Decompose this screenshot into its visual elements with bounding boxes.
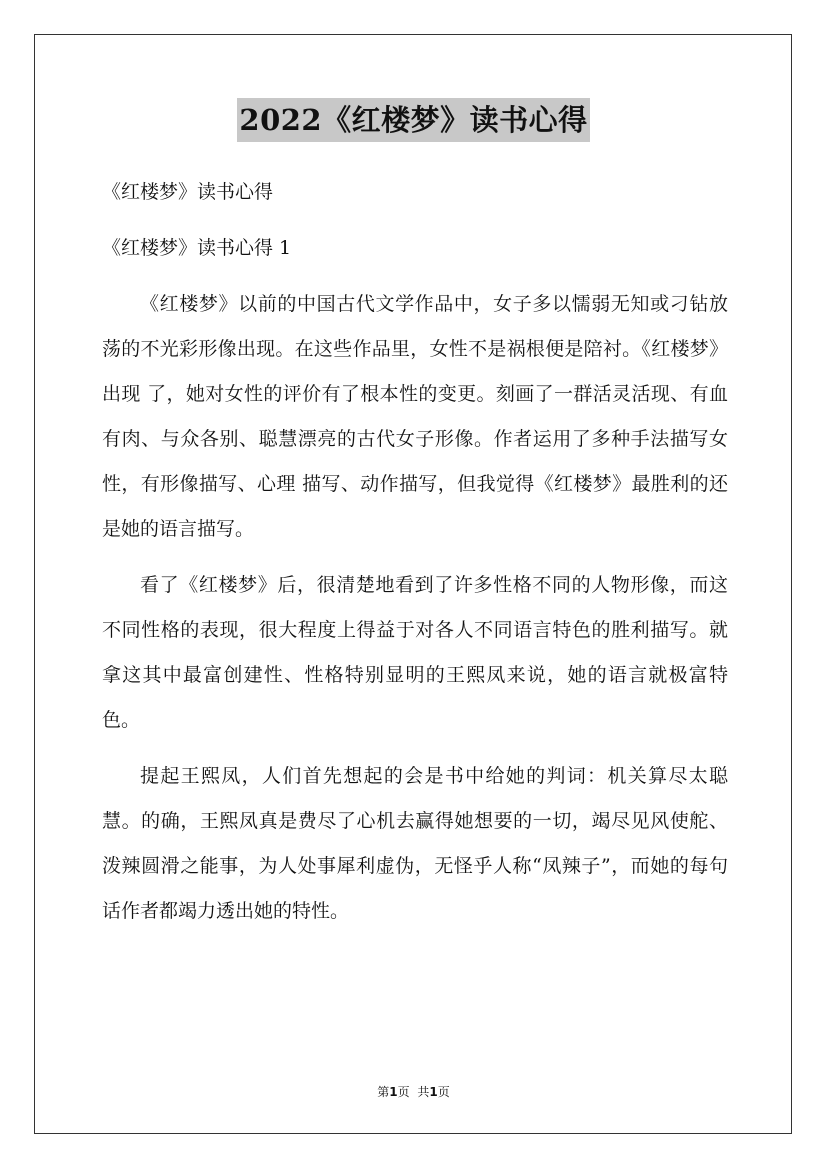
paragraph-1: 《红楼梦》以前的中国古代文学作品中，女子多以懦弱无知或刁钻放荡的不光彩形像出现。在这些作品里，女性不是祸根便是陪衬。《红楼梦》出现 了，她对女性的评价有了根本性的变更。刻画了一群活灵活现、有血有肉、与众各别、聪慧漂亮的古代女子形像。作者运用了多种手法描写女性，有形像描写、心理 描写、动作描写，但我觉得《红楼梦》最胜利的还是她的语言描写。 [102, 293, 728, 540]
title-container [0, 98, 827, 142]
section-heading: 《红楼梦》读书心得 1 [102, 237, 292, 259]
page-suffix: 页 [397, 1085, 410, 1099]
page-prefix: 第 [377, 1085, 390, 1099]
subtitle-heading: 《红楼梦》读书心得 [102, 181, 274, 203]
document-body [102, 170, 728, 934]
page-footer [0, 1083, 827, 1100]
total-suffix: 页 [437, 1085, 450, 1099]
total-pages: 1 [429, 1085, 438, 1099]
page-number: 1 [389, 1085, 398, 1099]
paragraph-2: 看了《红楼梦》后，很清楚地看到了许多性格不同的人物形像，而这不同性格的表现，很大程度上得益于对各人不同语言特色的胜利描写。就拿这其中最富创建性、性格特别显明的王熙凤来说，她的语言就极富特色。 [102, 574, 728, 731]
total-prefix: 共 [417, 1085, 430, 1099]
paragraph-3: 提起王熙凤，人们首先想起的会是书中给她的判词：机关算尽太聪慧。的确，王熙凤真是费尽了心机去赢得她想要的一切，竭尽见风使舵、泼辣圆滑之能事，为人处事犀利虚伪，无怪乎人称“凤辣子”，而她的每句话作者都竭力透出她的特性。 [102, 765, 728, 922]
document-title: 2022《红楼梦》读书心得 [237, 98, 589, 142]
